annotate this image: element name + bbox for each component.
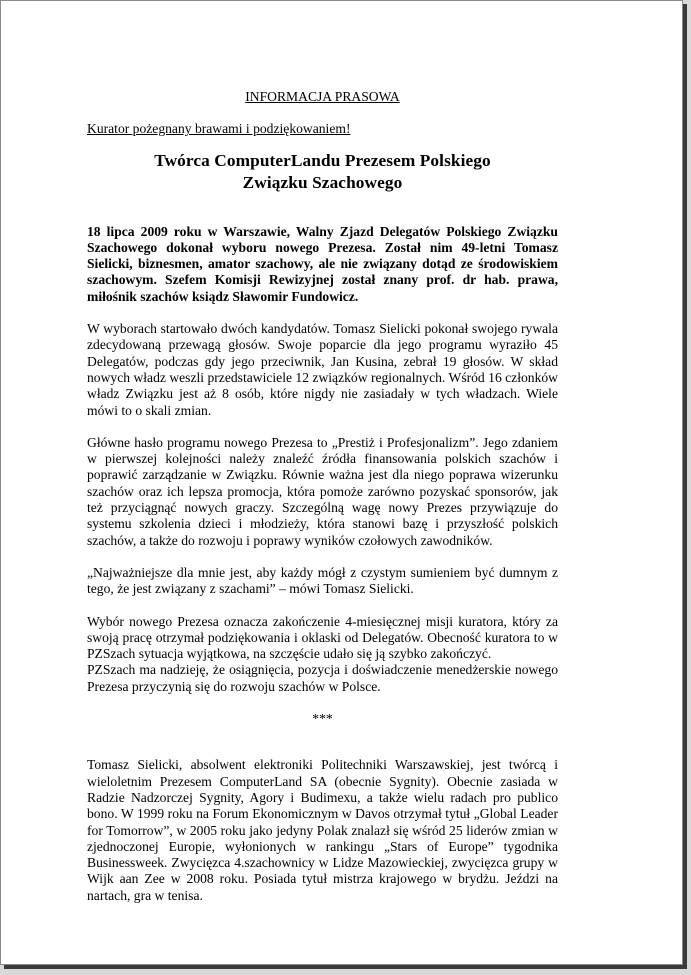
paragraph-bio: Tomasz Sielicki, absolwent elektroniki Politechniki Warszawskiej, jest twórcą i wieloletnim Prezesem ComputerLand SA (obecnie Sygnity). Obecnie zasiada w Radzie Nadzorczej Sygnity, Agory i Budimexu, a także wielu radach pro publico bono. W 1999 roku na Forum Ekonomicznym w Davos otrzymał tytuł „Global Leader for Tomorrow”, w 2005 roku jako jedyny Polak znalazł się wśród 25 liderów zmian w zjednoczonej Europie, wyłonionych w rankingu „Stars of Europe” tygodnika Businessweek. Zwycięzca 4.szachownicy w Lidze Mazowieckiej, zwycięzca grupy w Wijk aan Zee w 2008 roku. Posiada tytuł mistrza krajowego w brydżu. Jeździ na nartach, gra w tenisa.: [87, 757, 558, 903]
paragraph-hope: PZSzach ma nadzieję, że osiągnięcia, pozycja i doświadczenie menedżerskie nowego Prezesa przyczynią się do rozwoju szachów w Polsce.: [87, 662, 558, 694]
paragraph-quote: „Najważniejsze dla mnie jest, aby każdy mógł z czystym sumieniem być dumnym z tego, że jest związany z szachami” – mówi Tomasz Sielicki.: [87, 564, 558, 597]
section-separator: ***: [312, 711, 333, 727]
paragraph-curator: Wybór nowego Prezesa oznacza zakończenie 4-miesięcznej misji kuratora, który za swoją pracę otrzymał podziękowania i oklaski od Delegatów. Obecność kuratora to w PZSzach sytuacja wyjątkowa, na szczęście udało się ją szybko zakończyć.: [87, 613, 558, 662]
lead-paragraph: 18 lipca 2009 roku w Warszawie, Walny Zjazd Delegatów Polskiego Związku Szachowego dokonał wyboru nowego Prezesa. Został nim 49-letni Tomasz Sielicki, biznesmen, amator szachowy, ale nie związany dotąd ze środowiskiem szachowym. Szefem Komisji Rewizyjnej został znany prof. dr hab. prawa, miłośnik szachów ksiądz Sławomir Fundowicz.: [87, 223, 558, 304]
document-content: [87, 85, 558, 904]
document-title: Twórca ComputerLandu Prezesem Polskiego Związku Szachowego: [154, 150, 491, 192]
subheading: Kurator pożegnany brawami i podziękowaniem!: [87, 121, 351, 137]
paragraph-election: W wyborach startowało dwóch kandydatów. Tomasz Sielicki pokonał swojego rywala zdecydowaną przewagą głosów. Swoje poparcie dla jego programu wyraziło 45 Delegatów, podczas gdy jego przeciwnik, Jan Kusina, zebrał 19 głosów. W skład nowych władz weszli przedstawiciele 12 związków regionalnych. Wśród 16 członków władz Związku jest aż 8 osób, które nigdy nie zasiadały w tych władzach. Wiele mówi to o skali zmian.: [87, 321, 558, 418]
press-release-heading: INFORMACJA PRASOWA: [245, 89, 400, 104]
paragraph-program: Główne hasło programu nowego Prezesa to „Prestiż i Profesjonalizm”. Jego zdaniem w pierwszej kolejności należy znaleźć źródła finansowania polskich szachów i poprawić zarządzanie w Związku. Równie ważna jest dla niego poprawa wizerunku szachów oraz ich lepsza promocja, która pomoże zarówno pozyskać sponsorów, jak też przyciągnąć nowych graczy. Szczególną wagę nowy Prezes przywiązuje do systemu szkolenia dzieci i młodzieży, która stanowi bazę i przyszłość polskich szachów, a także do rozwoju i poprawy wyników czołowych zawodników.: [87, 434, 558, 548]
